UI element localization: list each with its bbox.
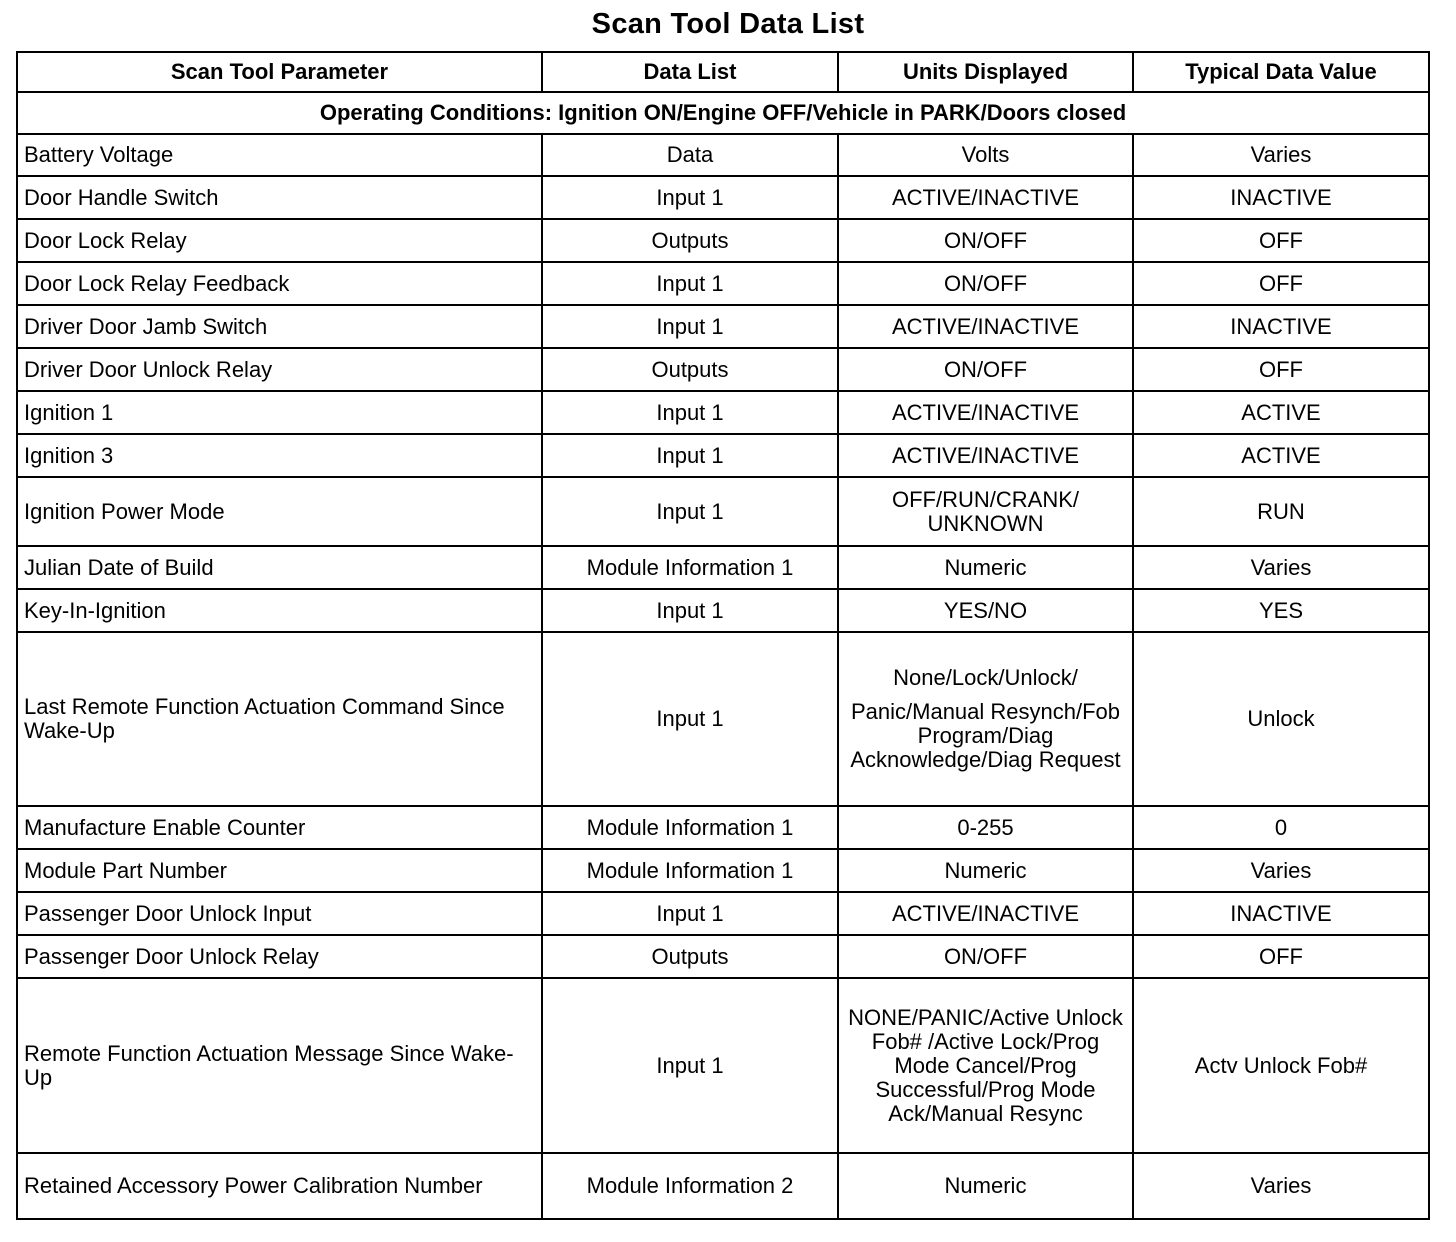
typical-value-cell: Varies: [1133, 849, 1429, 892]
parameter-cell: Ignition 3: [17, 434, 542, 477]
table-row: [17, 434, 1429, 477]
typical-value-cell: OFF: [1133, 348, 1429, 391]
typical-value-cell: INACTIVE: [1133, 892, 1429, 935]
parameter-cell: Door Lock Relay Feedback: [17, 262, 542, 305]
typical-value-cell: Actv Unlock Fob#: [1133, 978, 1429, 1153]
table-row: [17, 935, 1429, 978]
data-list-cell: Input 1: [542, 434, 838, 477]
typical-value-cell: INACTIVE: [1133, 305, 1429, 348]
units-cell: ACTIVE/INACTIVE: [838, 434, 1133, 477]
typical-value-cell: ACTIVE: [1133, 391, 1429, 434]
table-row: [17, 477, 1429, 546]
units-cell: ON/OFF: [838, 262, 1133, 305]
units-text: Panic/Manual Resynch/Fob Program/Diag Acknowledge/Diag Request: [850, 699, 1121, 772]
data-list-cell: Data: [542, 134, 838, 176]
data-list-cell: Module Information 1: [542, 546, 838, 589]
parameter-cell: Last Remote Function Actuation Command Since Wake-Up: [17, 632, 542, 806]
typical-value-cell: Varies: [1133, 134, 1429, 176]
table-row: [17, 348, 1429, 391]
units-cell: ACTIVE/INACTIVE: [838, 892, 1133, 935]
parameter-cell: Driver Door Jamb Switch: [17, 305, 542, 348]
parameter-cell: Door Lock Relay: [17, 219, 542, 262]
typical-value-cell: INACTIVE: [1133, 176, 1429, 219]
typical-value-cell: Varies: [1133, 1153, 1429, 1219]
parameter-cell: Remote Function Actuation Message Since Wake-Up: [17, 978, 542, 1153]
data-list-cell: Input 1: [542, 477, 838, 546]
header-row: [17, 52, 1429, 92]
table-row: [17, 391, 1429, 434]
units-cell: 0-255: [838, 806, 1133, 849]
units-cell: ACTIVE/INACTIVE: [838, 176, 1133, 219]
units-cell: ACTIVE/INACTIVE: [838, 305, 1133, 348]
table-row: [17, 589, 1429, 632]
table-row: [17, 546, 1429, 589]
units-cell: OFF/RUN/CRANK/ UNKNOWN: [838, 477, 1133, 546]
operating-conditions: Operating Conditions: Ignition ON/Engine OFF/Vehicle in PARK/Doors closed: [17, 92, 1429, 134]
parameter-cell: Module Part Number: [17, 849, 542, 892]
units-cell: YES/NO: [838, 589, 1133, 632]
data-list-cell: Module Information 1: [542, 849, 838, 892]
table-row: [17, 219, 1429, 262]
header-data-list: Data List: [542, 52, 838, 92]
parameter-cell: Driver Door Unlock Relay: [17, 348, 542, 391]
typical-value-cell: Varies: [1133, 546, 1429, 589]
typical-value-cell: 0: [1133, 806, 1429, 849]
table-row: [17, 978, 1429, 1153]
parameter-cell: Ignition 1: [17, 391, 542, 434]
data-list-cell: Input 1: [542, 589, 838, 632]
data-list-cell: Input 1: [542, 262, 838, 305]
data-list-cell: Module Information 1: [542, 806, 838, 849]
typical-value-cell: OFF: [1133, 935, 1429, 978]
data-list-cell: Input 1: [542, 978, 838, 1153]
typical-value-cell: OFF: [1133, 262, 1429, 305]
data-list-cell: Input 1: [542, 176, 838, 219]
table-row: [17, 134, 1429, 176]
typical-value-cell: RUN: [1133, 477, 1429, 546]
data-list-cell: Input 1: [542, 632, 838, 806]
header-typical: Typical Data Value: [1133, 52, 1429, 92]
typical-value-cell: YES: [1133, 589, 1429, 632]
parameter-cell: Key-In-Ignition: [17, 589, 542, 632]
parameter-cell: Retained Accessory Power Calibration Number: [17, 1153, 542, 1219]
header-units: Units Displayed: [838, 52, 1133, 92]
table-row: [17, 849, 1429, 892]
header-parameter: Scan Tool Parameter: [17, 52, 542, 92]
data-list-cell: Outputs: [542, 935, 838, 978]
table-row: [17, 632, 1429, 806]
parameter-cell: Door Handle Switch: [17, 176, 542, 219]
table-row: [17, 262, 1429, 305]
page-title: Scan Tool Data List: [591, 8, 865, 40]
table-row: [17, 892, 1429, 935]
units-cell: ACTIVE/INACTIVE: [838, 391, 1133, 434]
units-text-top: None/Lock/Unlock/: [893, 665, 1078, 690]
units-cell: NONE/PANIC/Active Unlock Fob# /Active Lock/Prog Mode Cancel/Prog Successful/Prog Mode Ack/Manual Resync: [838, 978, 1133, 1153]
units-cell: Numeric: [838, 1153, 1133, 1219]
units-cell: Volts: [838, 134, 1133, 176]
units-cell: Numeric: [838, 849, 1133, 892]
table-row: [17, 305, 1429, 348]
typical-value-cell: Unlock: [1133, 632, 1429, 806]
parameter-cell: Passenger Door Unlock Relay: [17, 935, 542, 978]
table-row: [17, 176, 1429, 219]
data-list-cell: Input 1: [542, 391, 838, 434]
units-cell: ON/OFF: [838, 219, 1133, 262]
units-cell: [838, 632, 1133, 806]
data-list-cell: Module Information 2: [542, 1153, 838, 1219]
data-list-cell: Input 1: [542, 892, 838, 935]
data-list-cell: Input 1: [542, 305, 838, 348]
parameter-cell: Manufacture Enable Counter: [17, 806, 542, 849]
units-cell: ON/OFF: [838, 348, 1133, 391]
parameter-cell: Passenger Door Unlock Input: [17, 892, 542, 935]
parameter-cell: Ignition Power Mode: [17, 477, 542, 546]
units-cell: Numeric: [838, 546, 1133, 589]
parameter-cell: Julian Date of Build: [17, 546, 542, 589]
data-list-cell: Outputs: [542, 219, 838, 262]
table-row: [17, 806, 1429, 849]
parameter-cell: Battery Voltage: [17, 134, 542, 176]
typical-value-cell: ACTIVE: [1133, 434, 1429, 477]
typical-value-cell: OFF: [1133, 219, 1429, 262]
conditions-row: [17, 92, 1429, 134]
units-cell: ON/OFF: [838, 935, 1133, 978]
data-list-cell: Outputs: [542, 348, 838, 391]
table-row: [17, 1153, 1429, 1219]
scan-tool-data-table: [16, 51, 1430, 1220]
